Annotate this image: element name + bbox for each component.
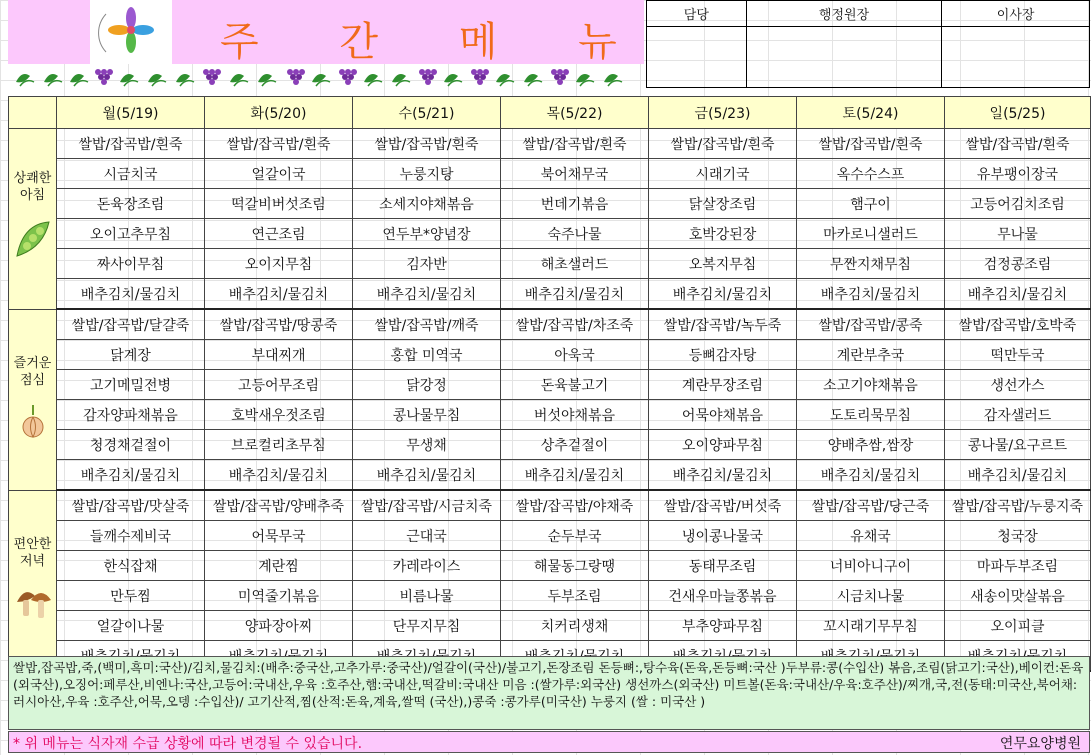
menu-item[interactable]: 단무지무침	[353, 611, 501, 641]
hospital-logo	[90, 0, 172, 64]
menu-item[interactable]: 햄구이	[797, 189, 945, 219]
menu-item[interactable]: 쌀밥/잡곡밥/당근죽	[797, 490, 945, 521]
approval-label: 행정원장	[746, 1, 942, 27]
menu-item[interactable]: 무짠지채무침	[797, 249, 945, 279]
menu-row	[9, 249, 1091, 279]
menu-row	[9, 340, 1091, 370]
menu-item[interactable]: 호박새우젓조림	[205, 400, 353, 430]
menu-item[interactable]: 검정콩조림	[945, 249, 1091, 279]
menu-item[interactable]: 부대찌개	[205, 340, 353, 370]
menu-row	[9, 400, 1091, 430]
menu-item[interactable]: 연근조림	[205, 219, 353, 249]
signature-cell[interactable]	[647, 27, 747, 88]
menu-item[interactable]: 버섯야채볶음	[501, 400, 649, 430]
menu-item[interactable]: 비름나물	[353, 581, 501, 611]
menu-row	[9, 279, 1091, 310]
menu-item[interactable]: 배추김치/물김치	[501, 460, 649, 491]
menu-item[interactable]: 북어채무국	[501, 159, 649, 189]
menu-item[interactable]: 쌀밥/잡곡밥/호박죽	[945, 309, 1091, 340]
menu-item[interactable]: 고기메밀전병	[57, 370, 205, 400]
menu-item[interactable]: 유채국	[797, 521, 945, 551]
meal-label-cell	[9, 490, 57, 671]
menu-item[interactable]: 도토리묵무침	[797, 400, 945, 430]
day-header: 일(5/25)	[945, 97, 1091, 129]
menu-item[interactable]: 들깨수제비국	[57, 521, 205, 551]
day-header-row	[9, 97, 1091, 129]
approval-label: 이사장	[942, 1, 1090, 27]
menu-item[interactable]: 쌀밥/잡곡밥/야채죽	[501, 490, 649, 521]
grape-vine-decoration	[8, 64, 644, 96]
approval-box	[646, 0, 1090, 88]
menu-item[interactable]: 쌀밥/잡곡밥/깨죽	[353, 309, 501, 340]
menu-item[interactable]: 냉이콩나물국	[649, 521, 797, 551]
footer-warning: * 위 메뉴는 식자재 수급 상황에 따라 변경될 수 있습니다.	[13, 736, 363, 752]
menu-item[interactable]: 짜사이무침	[57, 249, 205, 279]
menu-item[interactable]: 콩나물/요구르트	[945, 430, 1091, 460]
menu-item[interactable]: 배추김치/물김치	[649, 279, 797, 310]
signature-cell[interactable]	[942, 27, 1090, 88]
day-header: 화(5/20)	[205, 97, 353, 129]
flower-logo-icon	[90, 0, 172, 64]
menu-item[interactable]: 시금치나물	[797, 581, 945, 611]
menu-item[interactable]: 어묵무국	[205, 521, 353, 551]
meal-label-cell	[9, 129, 57, 310]
day-header: 금(5/23)	[649, 97, 797, 129]
menu-item[interactable]: 떡갈비버섯조림	[205, 189, 353, 219]
menu-item[interactable]: 쌀밥/잡곡밥/맛살죽	[57, 490, 205, 521]
menu-row	[9, 129, 1091, 159]
menu-item[interactable]: 쌀밥/잡곡밥/땅콩죽	[205, 309, 353, 340]
day-header: 목(5/22)	[501, 97, 649, 129]
menu-item[interactable]: 오복지무침	[649, 249, 797, 279]
approval-label: 담당	[647, 1, 747, 27]
menu-item[interactable]: 쌀밥/잡곡밥/달걀죽	[57, 309, 205, 340]
menu-item[interactable]: 등뼈감자탕	[649, 340, 797, 370]
menu-item[interactable]: 배추김치/물김치	[205, 279, 353, 310]
menu-item[interactable]: 상추겉절이	[501, 430, 649, 460]
menu-item[interactable]: 쌀밥/잡곡밥/녹두죽	[649, 309, 797, 340]
menu-item[interactable]: 쌀밥/잡곡밥/누룽지죽	[945, 490, 1091, 521]
menu-item[interactable]: 쌀밥/잡곡밥/콩죽	[797, 309, 945, 340]
menu-item[interactable]: 떡만두국	[945, 340, 1091, 370]
pea-pod-icon	[9, 218, 56, 267]
menu-row	[9, 430, 1091, 460]
menu-item[interactable]: 쌀밥/잡곡밥/흰죽	[501, 129, 649, 159]
menu-item[interactable]: 배추김치/물김치	[797, 460, 945, 491]
menu-item[interactable]: 해초샐러드	[501, 249, 649, 279]
menu-item[interactable]: 닭살장조림	[649, 189, 797, 219]
menu-row	[9, 551, 1091, 581]
menu-item[interactable]: 돈육불고기	[501, 370, 649, 400]
menu-item[interactable]: 배추김치/물김치	[945, 279, 1091, 310]
menu-item[interactable]: 배추김치/물김치	[649, 460, 797, 491]
menu-item[interactable]: 오이양파무침	[649, 430, 797, 460]
menu-item[interactable]: 무나물	[945, 219, 1091, 249]
menu-item[interactable]: 생선가스	[945, 370, 1091, 400]
onion-icon	[9, 403, 56, 444]
menu-item[interactable]: 돈육장조림	[57, 189, 205, 219]
grape-vine-icon	[8, 64, 644, 96]
menu-item[interactable]: 호박강된장	[649, 219, 797, 249]
menu-item[interactable]: 계란찜	[205, 551, 353, 581]
menu-item[interactable]: 꼬시래기무무침	[797, 611, 945, 641]
signature-cell[interactable]	[746, 27, 942, 88]
menu-item[interactable]: 마카로니샐러드	[797, 219, 945, 249]
day-header: 수(5/21)	[353, 97, 501, 129]
menu-item[interactable]: 배추김치/물김치	[501, 279, 649, 310]
menu-item[interactable]: 배추김치/물김치	[57, 460, 205, 491]
menu-item[interactable]: 콩나물무침	[353, 400, 501, 430]
page-title: 주 간 메 뉴	[220, 19, 651, 65]
menu-item[interactable]: 카레라이스	[353, 551, 501, 581]
menu-item[interactable]: 옥수수스프	[797, 159, 945, 189]
day-header: 토(5/24)	[797, 97, 945, 129]
menu-item[interactable]: 김자반	[353, 249, 501, 279]
hospital-name: 연무요양병원	[999, 736, 1081, 752]
menu-item[interactable]: 청경채겉절이	[57, 430, 205, 460]
menu-item[interactable]: 배추김치/물김치	[353, 460, 501, 491]
meal-label: 편안한 저녁	[13, 537, 52, 569]
menu-item[interactable]: 배추김치/물김치	[797, 279, 945, 310]
menu-item[interactable]: 시금치국	[57, 159, 205, 189]
menu-item[interactable]: 무생채	[353, 430, 501, 460]
menu-item[interactable]: 너비아니구이	[797, 551, 945, 581]
menu-row	[9, 219, 1091, 249]
menu-item[interactable]: 계란무장조림	[649, 370, 797, 400]
menu-item[interactable]: 얼갈이나물	[57, 611, 205, 641]
menu-item[interactable]: 쌀밥/잡곡밥/시금치죽	[353, 490, 501, 521]
menu-row	[9, 189, 1091, 219]
menu-item[interactable]: 소세지야채볶음	[353, 189, 501, 219]
menu-item[interactable]: 감자샐러드	[945, 400, 1091, 430]
menu-item[interactable]: 쌀밥/잡곡밥/버섯죽	[649, 490, 797, 521]
menu-row	[9, 490, 1091, 521]
menu-item[interactable]: 오이지무침	[205, 249, 353, 279]
menu-item[interactable]: 마파두부조림	[945, 551, 1091, 581]
menu-row	[9, 460, 1091, 491]
menu-item[interactable]: 해물동그랑땡	[501, 551, 649, 581]
menu-item[interactable]: 아욱국	[501, 340, 649, 370]
menu-item[interactable]: 닭계장	[57, 340, 205, 370]
menu-item[interactable]: 만두찜	[57, 581, 205, 611]
menu-row	[9, 581, 1091, 611]
meal-label: 즐거운 점심	[13, 356, 52, 388]
menu-item[interactable]: 부추양파무침	[649, 611, 797, 641]
menu-row	[9, 521, 1091, 551]
menu-item[interactable]: 배추김치/물김치	[945, 460, 1091, 491]
day-header: 월(5/19)	[57, 97, 205, 129]
menu-item[interactable]: 근대국	[353, 521, 501, 551]
menu-item[interactable]: 미역줄기볶음	[205, 581, 353, 611]
menu-item[interactable]: 고등어무조림	[205, 370, 353, 400]
menu-item[interactable]: 숙주나물	[501, 219, 649, 249]
menu-item[interactable]: 누룽지탕	[353, 159, 501, 189]
menu-item[interactable]: 쌀밥/잡곡밥/흰죽	[797, 129, 945, 159]
menu-item[interactable]: 닭강정	[353, 370, 501, 400]
menu-item[interactable]: 청국장	[945, 521, 1091, 551]
menu-item[interactable]: 계란부추국	[797, 340, 945, 370]
menu-item[interactable]: 어묵야채볶음	[649, 400, 797, 430]
corner-cell	[9, 97, 57, 129]
menu-item[interactable]: 연두부*양념장	[353, 219, 501, 249]
meal-label: 상쾌한 아침	[13, 171, 52, 204]
menu-item[interactable]: 시래기국	[649, 159, 797, 189]
menu-item[interactable]: 오이고추무침	[57, 219, 205, 249]
menu-item[interactable]: 쌀밥/잡곡밥/차조죽	[501, 309, 649, 340]
menu-item[interactable]: 배추김치/물김치	[205, 460, 353, 491]
menu-item[interactable]: 홍합 미역국	[353, 340, 501, 370]
menu-item[interactable]: 오이피클	[945, 611, 1091, 641]
menu-row	[9, 370, 1091, 400]
origin-note: 쌀밥,잡곡밥,죽,(백미,흑미:국산)/김치,물김치:(배추:중국산,고추가루:중국산)/얼갈이(국산)/불고기,돈장조림 돈등뼈:,탕수육(돈육,돈등뼈:국산 )두부류:콩(수입산) 볶음,조림(닭고기:국산),베이컨:돈육(외국산),오징어:페루산,비엔나:국산,고등어:국내산,우육 :호주산,햄:국내산,떡갈비:국내산 미음 :(쌀가루:외국산) 생선까스(외국산) 미트볼(돈육:국내산/우육:호주산)/찌개,국,전(동태:미국산,북어채:러시아산,우육 :호주산,어묵,오뎅 :수입산)/ 고기산적,찜(산적:돈육,계육,쌀떡 (국산),)콩죽 :콩가루(미국산) 누룽지 (쌀 : 미국산 )	[8, 656, 1090, 730]
menu-item[interactable]: 쌀밥/잡곡밥/양배추죽	[205, 490, 353, 521]
menu-item[interactable]: 유부팽이장국	[945, 159, 1091, 189]
menu-row	[9, 611, 1091, 641]
menu-item[interactable]: 양파장아찌	[205, 611, 353, 641]
menu-item[interactable]: 배추김치/물김치	[353, 279, 501, 310]
meal-label-cell	[9, 309, 57, 490]
weekly-menu-table	[8, 96, 1091, 672]
menu-item[interactable]: 두부조림	[501, 581, 649, 611]
menu-item[interactable]: 감자양파채볶음	[57, 400, 205, 430]
menu-item[interactable]: 소고기야채볶음	[797, 370, 945, 400]
menu-item[interactable]: 순두부국	[501, 521, 649, 551]
menu-item[interactable]: 쌀밥/잡곡밥/흰죽	[945, 129, 1091, 159]
menu-row	[9, 159, 1091, 189]
menu-item[interactable]: 번데기볶음	[501, 189, 649, 219]
menu-item[interactable]: 쌀밥/잡곡밥/흰죽	[353, 129, 501, 159]
menu-item[interactable]: 쌀밥/잡곡밥/흰죽	[205, 129, 353, 159]
menu-item[interactable]: 새송이맛살볶음	[945, 581, 1091, 611]
menu-item[interactable]: 브로컬리초무침	[205, 430, 353, 460]
menu-item[interactable]: 한식잡채	[57, 551, 205, 581]
menu-item[interactable]: 치커리생채	[501, 611, 649, 641]
mushroom-icon	[9, 584, 56, 625]
menu-item[interactable]: 고등어김치조림	[945, 189, 1091, 219]
menu-row	[9, 309, 1091, 340]
menu-item[interactable]: 양배추쌈,쌈장	[797, 430, 945, 460]
footer-bar	[8, 731, 1090, 753]
menu-item[interactable]: 쌀밥/잡곡밥/흰죽	[649, 129, 797, 159]
menu-item[interactable]: 얼갈이국	[205, 159, 353, 189]
menu-item[interactable]: 쌀밥/잡곡밥/흰죽	[57, 129, 205, 159]
menu-item[interactable]: 건새우마늘쫑볶음	[649, 581, 797, 611]
menu-item[interactable]: 배추김치/물김치	[57, 279, 205, 310]
menu-item[interactable]: 동태무조림	[649, 551, 797, 581]
